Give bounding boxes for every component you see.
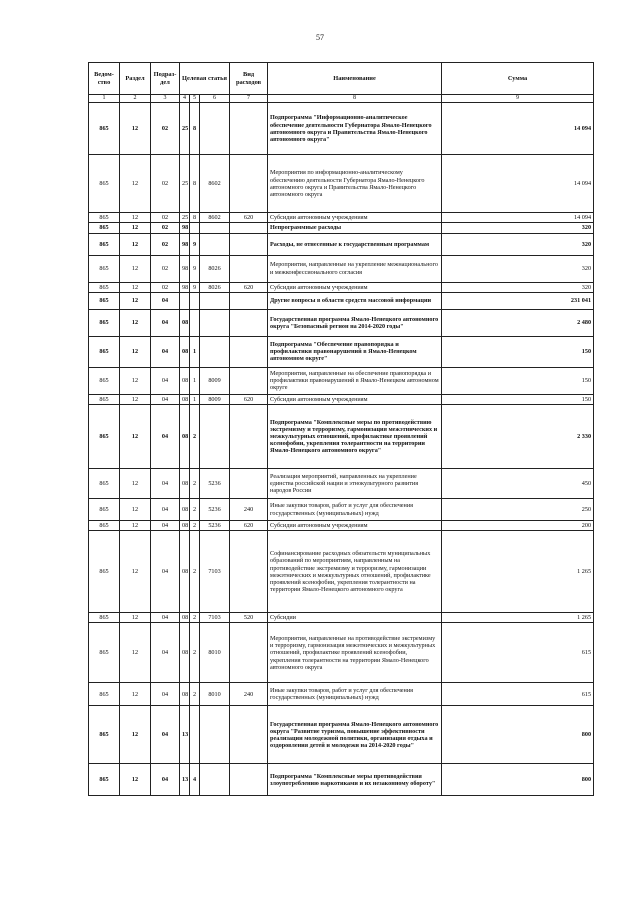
- target-article-part1: 25: [180, 103, 190, 155]
- item-sum: 800: [442, 764, 594, 796]
- item-sum: 150: [442, 367, 594, 394]
- target-article-part3: [200, 336, 230, 367]
- table-row: [89, 233, 594, 255]
- vedomstvo-cell: 865: [89, 336, 120, 367]
- target-article-part2: 1: [190, 394, 200, 404]
- item-name: Подпрограмма "Информационно-аналитическое обеспечение деятельности Губернатора Ямало-Ненецкого автономного округа и Правительства Ямало-Ненецкого автономного округа": [268, 103, 442, 155]
- item-sum: 2 480: [442, 309, 594, 336]
- target-article-part1: 13: [180, 764, 190, 796]
- podrazdel-cell: 04: [151, 499, 180, 521]
- target-article-part1: 08: [180, 623, 190, 683]
- razdel-cell: 12: [120, 394, 151, 404]
- item-name: Подпрограмма "Комплексные меры противодействия злоупотреблению наркотиками и их незаконному обороту": [268, 764, 442, 796]
- expense-type-cell: [230, 292, 268, 309]
- target-article-part3: 8026: [200, 255, 230, 282]
- col-index: 2: [120, 95, 151, 103]
- item-name: Непрограммные расходы: [268, 223, 442, 233]
- target-article-part2: 1: [190, 367, 200, 394]
- target-article-part2: 2: [190, 405, 200, 469]
- target-article-part3: [200, 233, 230, 255]
- razdel-cell: 12: [120, 367, 151, 394]
- vedomstvo-cell: 865: [89, 499, 120, 521]
- item-name: Мероприятия, направленные на укрепление межнационального и межконфессионального согласия: [268, 255, 442, 282]
- podrazdel-cell: 04: [151, 309, 180, 336]
- item-sum: 14 094: [442, 213, 594, 223]
- table-row: [89, 336, 594, 367]
- item-sum: 615: [442, 683, 594, 706]
- col-index: 8: [268, 95, 442, 103]
- target-article-part3: 8009: [200, 394, 230, 404]
- podrazdel-cell: 02: [151, 282, 180, 292]
- podrazdel-cell: 02: [151, 233, 180, 255]
- target-article-part1: 08: [180, 683, 190, 706]
- podrazdel-cell: 04: [151, 683, 180, 706]
- target-article-part2: [190, 309, 200, 336]
- vedomstvo-cell: 865: [89, 309, 120, 336]
- podrazdel-cell: 02: [151, 255, 180, 282]
- item-sum: 615: [442, 623, 594, 683]
- item-name: Софинансирование расходных обязательств муниципальных образований по мероприятиям, направленным на противодействие экстремизму и терроризму, гармонизации межэтнических и межкультурных отношений, профилактике проявлений ксенофобии, укрепления толерантности на территории Ямало-Ненецкого автономного округа: [268, 531, 442, 613]
- col-index: 6: [200, 95, 230, 103]
- podrazdel-cell: 02: [151, 213, 180, 223]
- header-podrazdel: Подраз-дел: [151, 63, 180, 95]
- podrazdel-cell: 04: [151, 394, 180, 404]
- table-row: [89, 394, 594, 404]
- expense-type-cell: [230, 155, 268, 213]
- razdel-cell: 12: [120, 499, 151, 521]
- expense-type-cell: [230, 623, 268, 683]
- table-row: [89, 531, 594, 613]
- expense-type-cell: [230, 367, 268, 394]
- target-article-part3: [200, 292, 230, 309]
- item-sum: 1 265: [442, 613, 594, 623]
- target-article-part1: 98: [180, 223, 190, 233]
- razdel-cell: 12: [120, 309, 151, 336]
- target-article-part2: 2: [190, 613, 200, 623]
- podrazdel-cell: 04: [151, 405, 180, 469]
- item-name: Субсидии автономным учреждениям: [268, 282, 442, 292]
- target-article-part2: [190, 292, 200, 309]
- target-article-part1: 08: [180, 367, 190, 394]
- table-body: [89, 103, 594, 796]
- table-row: [89, 255, 594, 282]
- item-name: Субсидии автономным учреждениям: [268, 213, 442, 223]
- target-article-part3: [200, 103, 230, 155]
- podrazdel-cell: 02: [151, 155, 180, 213]
- target-article-part3: [200, 764, 230, 796]
- target-article-part3: 8026: [200, 282, 230, 292]
- vedomstvo-cell: 865: [89, 683, 120, 706]
- expense-type-cell: 620: [230, 282, 268, 292]
- table-row: [89, 469, 594, 499]
- razdel-cell: 12: [120, 613, 151, 623]
- razdel-cell: 12: [120, 292, 151, 309]
- vedomstvo-cell: 865: [89, 155, 120, 213]
- target-article-part2: 9: [190, 255, 200, 282]
- expense-type-cell: 620: [230, 213, 268, 223]
- target-article-part3: 5236: [200, 521, 230, 531]
- col-index: 9: [442, 95, 594, 103]
- target-article-part1: 98: [180, 282, 190, 292]
- vedomstvo-cell: 865: [89, 367, 120, 394]
- expense-type-cell: 240: [230, 499, 268, 521]
- target-article-part1: 08: [180, 309, 190, 336]
- header-expense-type: Вид расходов: [230, 63, 268, 95]
- target-article-part2: 2: [190, 469, 200, 499]
- table-row: [89, 155, 594, 213]
- podrazdel-cell: 02: [151, 103, 180, 155]
- vedomstvo-cell: 865: [89, 706, 120, 764]
- item-name: Государственная программа Ямало-Ненецкого автономного округа "Безопасный регион на 2014-2020 годы": [268, 309, 442, 336]
- target-article-part2: 9: [190, 282, 200, 292]
- table-row: [89, 623, 594, 683]
- vedomstvo-cell: 865: [89, 233, 120, 255]
- target-article-part3: 5236: [200, 499, 230, 521]
- podrazdel-cell: 04: [151, 521, 180, 531]
- expense-type-cell: [230, 103, 268, 155]
- podrazdel-cell: 04: [151, 336, 180, 367]
- target-article-part2: 2: [190, 623, 200, 683]
- target-article-part2: 1: [190, 336, 200, 367]
- razdel-cell: 12: [120, 336, 151, 367]
- target-article-part3: 8010: [200, 683, 230, 706]
- razdel-cell: 12: [120, 255, 151, 282]
- target-article-part1: 13: [180, 706, 190, 764]
- target-article-part1: 08: [180, 394, 190, 404]
- header-row: [89, 63, 594, 95]
- item-sum: 450: [442, 469, 594, 499]
- expense-type-cell: [230, 405, 268, 469]
- item-name: Мероприятия, направленные на противодействие экстремизму и терроризму, гармонизация межэтнических и межкультурных отношений, профилактике проявлений ксенофобии, укрепления толерантности на территории Ямало-Ненецкого автономного округа: [268, 623, 442, 683]
- table-row: [89, 405, 594, 469]
- header-name: Наименование: [268, 63, 442, 95]
- target-article-part1: 08: [180, 531, 190, 613]
- target-article-part2: [190, 223, 200, 233]
- item-sum: 800: [442, 706, 594, 764]
- target-article-part3: 7103: [200, 531, 230, 613]
- vedomstvo-cell: 865: [89, 764, 120, 796]
- target-article-part3: [200, 309, 230, 336]
- razdel-cell: 12: [120, 531, 151, 613]
- item-name: Другие вопросы в области средств массовой информации: [268, 292, 442, 309]
- target-article-part3: 8010: [200, 623, 230, 683]
- podrazdel-cell: 04: [151, 292, 180, 309]
- item-name: Субсидии: [268, 613, 442, 623]
- table-row: [89, 223, 594, 233]
- expense-type-cell: [230, 469, 268, 499]
- item-sum: 320: [442, 233, 594, 255]
- target-article-part2: 2: [190, 531, 200, 613]
- razdel-cell: 12: [120, 706, 151, 764]
- razdel-cell: 12: [120, 623, 151, 683]
- razdel-cell: 12: [120, 155, 151, 213]
- header-target-article: Целевая статья: [180, 63, 230, 95]
- target-article-part1: 25: [180, 155, 190, 213]
- vedomstvo-cell: 865: [89, 521, 120, 531]
- page-number: 57: [316, 33, 324, 42]
- item-name: Иные закупки товаров, работ и услуг для обеспечения государственных (муниципальных) нужд: [268, 499, 442, 521]
- podrazdel-cell: 02: [151, 223, 180, 233]
- podrazdel-cell: 04: [151, 623, 180, 683]
- item-sum: 2 330: [442, 405, 594, 469]
- expense-type-cell: [230, 336, 268, 367]
- target-article-part3: [200, 706, 230, 764]
- table-row: [89, 292, 594, 309]
- item-sum: 320: [442, 282, 594, 292]
- table-row: [89, 521, 594, 531]
- table-row: [89, 309, 594, 336]
- target-article-part2: [190, 706, 200, 764]
- item-name: Подпрограмма "Комплексные меры по противодействию экстремизму и терроризму, гармонизация межэтнических и межкультурных отношений, профилактике проявлений ксенофобии, укрепления толерантности на территории Ямало-Ненецкого автономного округа": [268, 405, 442, 469]
- vedomstvo-cell: 865: [89, 223, 120, 233]
- table-row: [89, 683, 594, 706]
- item-sum: 250: [442, 499, 594, 521]
- item-sum: 150: [442, 336, 594, 367]
- item-name: Мероприятия, направленные на обеспечение правопорядка и профилактики правонарушений в Ямало-Ненецком автономном округе: [268, 367, 442, 394]
- target-article-part3: 8602: [200, 155, 230, 213]
- item-sum: 1 265: [442, 531, 594, 613]
- header-vedomstvo: Ведом-ство: [89, 63, 120, 95]
- target-article-part2: 9: [190, 233, 200, 255]
- expense-type-cell: 620: [230, 394, 268, 404]
- vedomstvo-cell: 865: [89, 103, 120, 155]
- target-article-part1: 08: [180, 405, 190, 469]
- vedomstvo-cell: 865: [89, 213, 120, 223]
- item-name: Государственная программа Ямало-Ненецкого автономного округа "Развитие туризма, повышение эффективности реализации молодежной политики, организация отдыха и оздоровления детей и молодежи на 2014-2020 годы": [268, 706, 442, 764]
- razdel-cell: 12: [120, 103, 151, 155]
- expense-type-cell: [230, 255, 268, 282]
- vedomstvo-cell: 865: [89, 531, 120, 613]
- target-article-part1: 08: [180, 613, 190, 623]
- podrazdel-cell: 04: [151, 613, 180, 623]
- item-sum: 231 041: [442, 292, 594, 309]
- item-name: Расходы, не отнесенные к государственным программам: [268, 233, 442, 255]
- razdel-cell: 12: [120, 282, 151, 292]
- col-index: 3: [151, 95, 180, 103]
- vedomstvo-cell: 865: [89, 469, 120, 499]
- col-index: 1: [89, 95, 120, 103]
- target-article-part2: 2: [190, 683, 200, 706]
- vedomstvo-cell: 865: [89, 405, 120, 469]
- expense-type-cell: [230, 223, 268, 233]
- razdel-cell: 12: [120, 521, 151, 531]
- target-article-part2: 8: [190, 103, 200, 155]
- item-name: Подпрограмма "Обеспечение правопорядка и профилактики правонарушений в Ямало-Ненецком автономном округе": [268, 336, 442, 367]
- expense-type-cell: [230, 706, 268, 764]
- vedomstvo-cell: 865: [89, 613, 120, 623]
- col-index: 5: [190, 95, 200, 103]
- target-article-part1: 08: [180, 521, 190, 531]
- podrazdel-cell: 04: [151, 764, 180, 796]
- vedomstvo-cell: 865: [89, 292, 120, 309]
- target-article-part1: 98: [180, 233, 190, 255]
- target-article-part2: 8: [190, 155, 200, 213]
- expense-type-cell: 240: [230, 683, 268, 706]
- table-row: [89, 706, 594, 764]
- item-sum: 200: [442, 521, 594, 531]
- table-row: [89, 282, 594, 292]
- vedomstvo-cell: 865: [89, 394, 120, 404]
- vedomstvo-cell: 865: [89, 623, 120, 683]
- target-article-part2: 8: [190, 213, 200, 223]
- col-index: 7: [230, 95, 268, 103]
- table-row: [89, 103, 594, 155]
- item-sum: 14 094: [442, 155, 594, 213]
- expense-type-cell: [230, 531, 268, 613]
- table-row: [89, 213, 594, 223]
- header-razdel: Раздел: [120, 63, 151, 95]
- table-row: [89, 367, 594, 394]
- podrazdel-cell: 04: [151, 367, 180, 394]
- target-article-part3: 8602: [200, 213, 230, 223]
- target-article-part2: 4: [190, 764, 200, 796]
- razdel-cell: 12: [120, 233, 151, 255]
- item-sum: 320: [442, 223, 594, 233]
- podrazdel-cell: 04: [151, 469, 180, 499]
- vedomstvo-cell: 865: [89, 282, 120, 292]
- item-sum: 14 094: [442, 103, 594, 155]
- podrazdel-cell: 04: [151, 706, 180, 764]
- expense-type-cell: 620: [230, 521, 268, 531]
- item-sum: 150: [442, 394, 594, 404]
- expense-type-cell: [230, 764, 268, 796]
- target-article-part3: [200, 405, 230, 469]
- target-article-part1: 08: [180, 499, 190, 521]
- podrazdel-cell: 04: [151, 531, 180, 613]
- table-row: [89, 613, 594, 623]
- header-sum: Сумма: [442, 63, 594, 95]
- item-name: Реализация мероприятий, направленных на укрепление единства российской нации и этнокультурного развития народов России: [268, 469, 442, 499]
- razdel-cell: 12: [120, 764, 151, 796]
- expense-type-cell: [230, 309, 268, 336]
- table-row: [89, 764, 594, 796]
- table-row: [89, 499, 594, 521]
- target-article-part1: [180, 292, 190, 309]
- target-article-part3: 5236: [200, 469, 230, 499]
- target-article-part3: 8009: [200, 367, 230, 394]
- target-article-part2: 2: [190, 499, 200, 521]
- item-name: Иные закупки товаров, работ и услуг для обеспечения государственных (муниципальных) нужд: [268, 683, 442, 706]
- budget-table: [88, 62, 594, 796]
- item-name: Субсидии автономным учреждениям: [268, 521, 442, 531]
- expense-type-cell: [230, 233, 268, 255]
- razdel-cell: 12: [120, 405, 151, 469]
- target-article-part3: [200, 223, 230, 233]
- col-index: 4: [180, 95, 190, 103]
- target-article-part3: 7103: [200, 613, 230, 623]
- target-article-part1: 08: [180, 336, 190, 367]
- expense-type-cell: 520: [230, 613, 268, 623]
- razdel-cell: 12: [120, 683, 151, 706]
- item-name: Субсидии автономным учреждениям: [268, 394, 442, 404]
- target-article-part1: 25: [180, 213, 190, 223]
- razdel-cell: 12: [120, 223, 151, 233]
- target-article-part2: 2: [190, 521, 200, 531]
- item-name: Мероприятия по информационно-аналитическому обеспечению деятельности Губернатора Ямало-Ненецкого автономного округа и Правительства Ямало-Ненецкого автономного округа: [268, 155, 442, 213]
- item-sum: 320: [442, 255, 594, 282]
- column-index-row: [89, 95, 594, 103]
- vedomstvo-cell: 865: [89, 255, 120, 282]
- target-article-part1: 98: [180, 255, 190, 282]
- razdel-cell: 12: [120, 213, 151, 223]
- razdel-cell: 12: [120, 469, 151, 499]
- target-article-part1: 08: [180, 469, 190, 499]
